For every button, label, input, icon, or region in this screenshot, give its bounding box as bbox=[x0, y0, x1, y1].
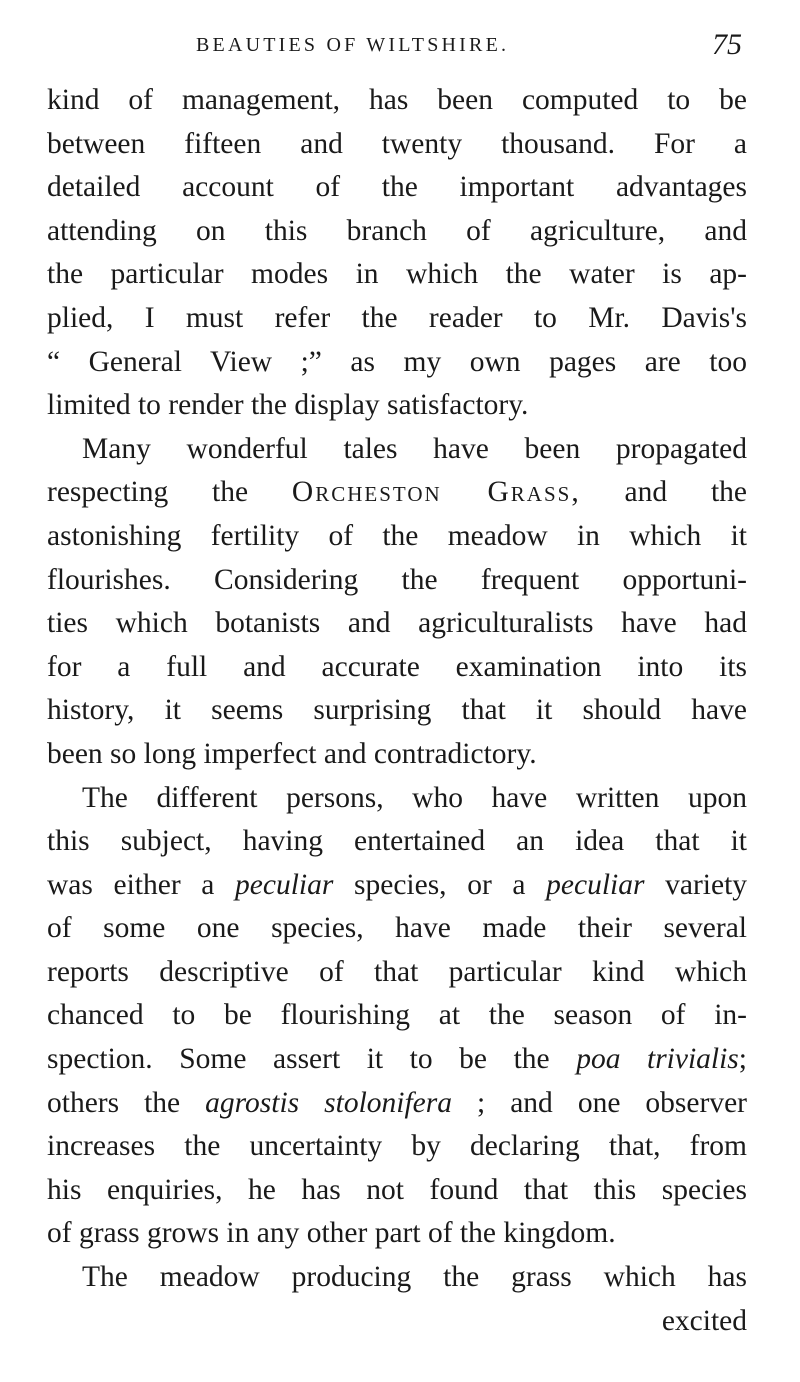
text-line: ties which botanists and agriculturalists have had bbox=[47, 607, 747, 640]
text-line: detailed account of the important advantages bbox=[47, 171, 747, 204]
text-line: the particular modes in which the water is ap- bbox=[47, 258, 747, 291]
text-run: and the bbox=[580, 476, 747, 509]
text-line: this subject, having entertained an idea that it bbox=[47, 825, 747, 858]
text-line: Many wonderful tales have been propagated bbox=[82, 432, 747, 465]
text-line bbox=[47, 1082, 747, 1126]
text-run: was either a bbox=[47, 868, 236, 901]
text-line: been so long imperfect and contradictory. bbox=[47, 737, 537, 770]
text-line: flourishes. Considering the frequent opportuni- bbox=[47, 563, 747, 596]
text-run: ; and one observer bbox=[452, 1086, 747, 1119]
text-line: kind of management, has been computed to be bbox=[47, 84, 747, 116]
text-line bbox=[47, 471, 747, 515]
italic-word: peculiar bbox=[235, 868, 334, 901]
text-line: limited to render the display satisfactory. bbox=[47, 389, 529, 422]
grass-name-small-caps: Orcheston Grass, bbox=[291, 476, 581, 509]
text-run: spection. Some assert it to be the bbox=[47, 1043, 577, 1076]
text-run: others the bbox=[47, 1086, 206, 1119]
running-head bbox=[46, 28, 746, 68]
body-text bbox=[47, 79, 747, 1343]
text-line bbox=[47, 864, 747, 908]
text-line: “ General View ;” as my own pages are too bbox=[47, 345, 747, 378]
italic-species-name: poa trivialis bbox=[576, 1043, 739, 1076]
running-title: BEAUTIES OF WILTSHIRE. bbox=[196, 34, 510, 56]
text-run: species, or a bbox=[333, 868, 547, 901]
text-line: The different persons, who have written upon bbox=[82, 781, 747, 814]
catchword: excited bbox=[661, 1304, 747, 1337]
text-line: his enquiries, he has not found that this species bbox=[47, 1173, 747, 1206]
text-run: variety bbox=[644, 868, 748, 901]
text-line bbox=[47, 1038, 747, 1082]
page-number: 75 bbox=[712, 28, 742, 61]
text-line: history, it seems surprising that it should have bbox=[47, 694, 747, 727]
text-line: The meadow producing the grass which has bbox=[82, 1261, 747, 1294]
text-line: of grass grows in any other part of the kingdom. bbox=[47, 1217, 616, 1250]
text-line: increases the uncertainty by declaring that, from bbox=[47, 1130, 747, 1163]
italic-word: peculiar bbox=[546, 868, 645, 901]
text-line: attending on this branch of agriculture, and bbox=[47, 214, 747, 247]
italic-species-name: agrostis stolonifera bbox=[205, 1086, 452, 1119]
text-run: ; bbox=[738, 1043, 747, 1076]
text-line: plied, I must refer the reader to Mr. Davis's bbox=[47, 301, 747, 334]
text-line: for a full and accurate examination into its bbox=[47, 650, 747, 683]
text-run: respecting the bbox=[47, 476, 292, 509]
text-line: of some one species, have made their several bbox=[47, 912, 747, 945]
text-line: chanced to be flourishing at the season of in- bbox=[47, 999, 747, 1032]
text-line: between fifteen and twenty thousand. For a bbox=[47, 127, 747, 160]
text-line: reports descriptive of that particular kind which bbox=[47, 955, 747, 988]
text-line: astonishing fertility of the meadow in which it bbox=[47, 519, 747, 552]
